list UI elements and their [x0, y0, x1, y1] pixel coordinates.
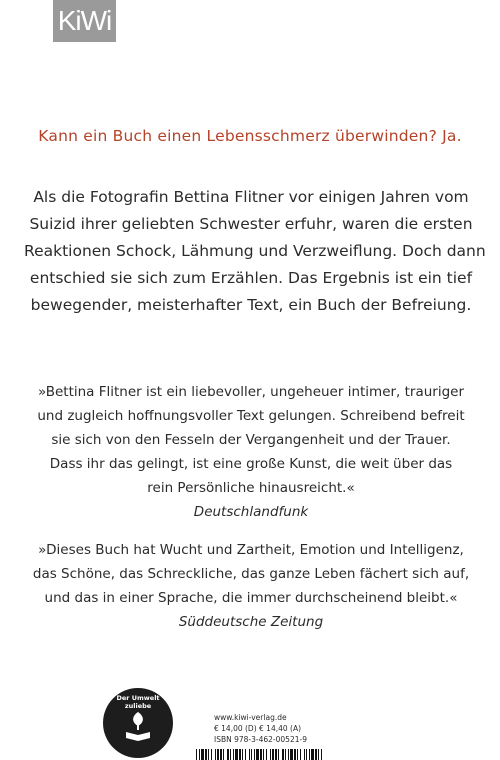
quote-line: und zugleich hoffnungsvoller Text gelungen. Schreibend befreit: [37, 408, 465, 424]
barcode-bar: [235, 749, 238, 760]
publisher-url: www.kiwi-verlag.de: [214, 713, 287, 722]
quote-source: Deutschlandfunk: [193, 504, 309, 520]
barcode-bar: [223, 749, 224, 760]
barcode-bar: [245, 749, 246, 760]
barcode-bar: [306, 749, 307, 760]
barcode-bar: [230, 749, 231, 760]
quote-line: »Bettina Flitner ist ein liebevoller, ungeheuer intimer, trauriger: [37, 384, 465, 400]
barcode-bar: [196, 749, 197, 760]
barcode-bar: [278, 749, 279, 760]
barcode-bar: [215, 749, 216, 760]
blurb-line: Suizid ihrer geliebten Schwester erfuhr, waren die ersten: [29, 215, 473, 233]
blurb-line: Reaktionen Schock, Lähmung und Verzweiflung. Doch dann: [24, 242, 486, 260]
price: € 14,00 (D) € 14,40 (A): [214, 724, 302, 733]
book-tree-icon: [123, 708, 153, 742]
barcode-bar: [239, 749, 241, 760]
barcode-bar: [294, 749, 296, 760]
barcode: [196, 749, 324, 760]
barcode-bar: [300, 749, 301, 760]
review-quote: [18, 538, 484, 634]
barcode-bar: [285, 749, 286, 760]
publisher-info: [214, 712, 307, 745]
quote-source: Süddeutsche Zeitung: [178, 614, 324, 630]
blurb-line: entschied sie sich zum Erzählen. Das Ergebnis ist ein tief: [29, 269, 473, 287]
barcode-bar: [282, 749, 284, 760]
publisher-logo: KiWi: [53, 0, 116, 42]
barcode-bar: [260, 749, 262, 760]
barcode-bar: [272, 749, 274, 760]
quote-line: das Schöne, das Schreckliche, das ganze Leben fächert sich auf,: [32, 566, 470, 582]
barcode-bar: [309, 749, 310, 760]
barcode-bar: [318, 749, 319, 760]
barcode-bar: [263, 749, 264, 760]
barcode-bar: [205, 749, 207, 760]
quote-line: und das in einer Sprache, die immer durchscheinend bleibt.«: [44, 590, 458, 606]
barcode-bar: [266, 749, 267, 760]
eco-seal: [103, 688, 173, 758]
barcode-bar: [249, 749, 250, 760]
barcode-bar: [311, 749, 314, 760]
review-quote: [18, 380, 484, 524]
isbn: ISBN 978-3-462-00521-9: [214, 735, 307, 744]
blurb-line: Als die Fotografin Bettina Flitner vor einigen Jahren vom: [33, 188, 469, 206]
barcode-bar: [315, 749, 317, 760]
quote-line: »Dieses Buch hat Wucht und Zartheit, Emotion und Intelligenz,: [38, 542, 464, 558]
barcode-bar: [321, 749, 322, 760]
quote-line: Dass ihr das gelingt, ist eine große Kunst, die weit über das: [49, 456, 453, 472]
quote-line: rein Persönliche hinausreicht.«: [147, 480, 355, 496]
barcode-bar: [251, 749, 252, 760]
barcode-bar: [208, 749, 209, 760]
quote-line: sie sich von den Fesseln der Vergangenheit und der Trauer.: [51, 432, 451, 448]
barcode-bar: [199, 749, 200, 760]
barcode-bar: [290, 749, 293, 760]
tagline: Kann ein Buch einen Lebensschmerz überwinden? Ja.: [38, 127, 462, 145]
barcode-bar: [254, 749, 255, 760]
seal-text: Der Umwelt zuliebe: [116, 694, 160, 710]
barcode-bar: [256, 749, 259, 760]
barcode-bar: [217, 749, 219, 760]
barcode-bar: [227, 749, 229, 760]
barcode-bar: [242, 749, 243, 760]
blurb-line: bewegender, meisterhafter Text, ein Buch der Befreiung.: [30, 296, 472, 314]
barcode-bar: [220, 749, 222, 760]
book-blurb: [24, 184, 486, 319]
barcode-bar: [270, 749, 271, 760]
barcode-bar: [211, 749, 212, 760]
barcode-bar: [304, 749, 305, 760]
barcode-bar: [288, 749, 289, 760]
barcode-bar: [297, 749, 298, 760]
barcode-bar: [275, 749, 277, 760]
barcode-bar: [233, 749, 234, 760]
barcode-bar: [201, 749, 204, 760]
